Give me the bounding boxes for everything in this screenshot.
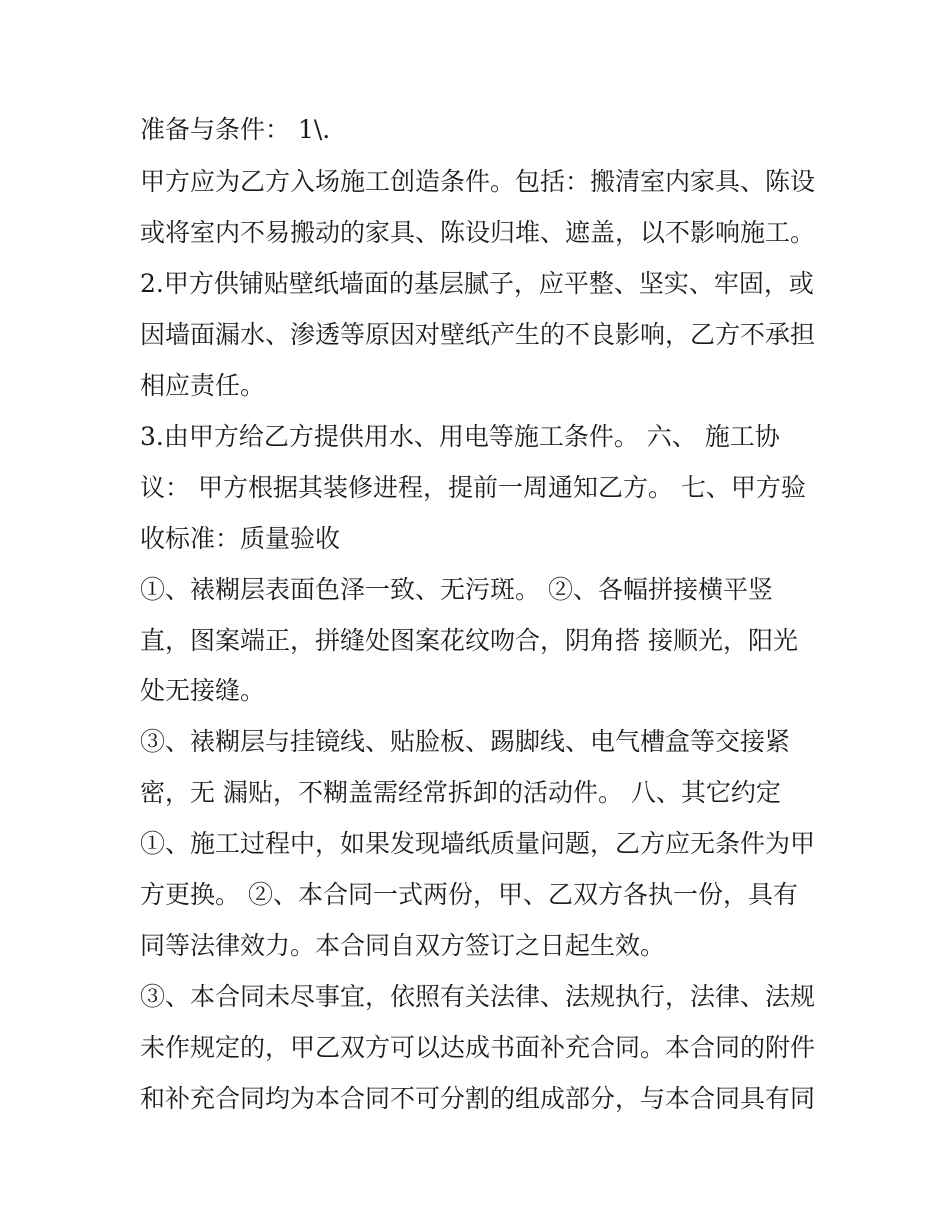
text-line: 议： 甲方根据其装修进程，提前一周通知乙方。 七、甲方验 (140, 473, 806, 502)
text-line: 甲方应为乙方入场施工创造条件。包括：搬清室内家具、陈设 (140, 167, 816, 196)
text-line: 未作规定的，甲乙双方可以达成书面补充合同。本合同的附件 (140, 1033, 816, 1062)
text-line: 准备与条件： 1\. (140, 115, 331, 144)
text-line: 2.甲方供铺贴壁纸墙面的基层腻子，应平整、坚实、牢固，或 (140, 269, 814, 298)
text-line: 处无接缝。 (140, 676, 266, 705)
text-line: 和补充合同均为本合同不可分割的组成部分，与本合同具有同 (140, 1084, 816, 1113)
text-line: ①、施工过程中，如果发现墙纸质量问题，乙方应无条件为甲 (140, 829, 816, 858)
text-line: 3.由甲方给乙方提供用水、用电等施工条件。 六、 施工协 (140, 422, 780, 451)
text-line: 相应责任。 (140, 371, 266, 400)
text-line: 收标准：质量验收 (140, 524, 341, 553)
text-line: ③、裱糊层与挂镜线、贴脸板、踢脚线、电气槽盒等交接紧 (140, 727, 791, 756)
text-line: ①、裱糊层表面色泽一致、无污斑。 ②、各幅拼接横平竖 (140, 575, 773, 604)
text-line: 因墙面漏水、渗透等原因对壁纸产生的不良影响，乙方不承担 (140, 320, 816, 349)
text-line: 或将室内不易搬动的家具、陈设归堆、遮盖，以不影响施工。 (140, 218, 816, 247)
text-line: 密，无 漏贴，不糊盖需经常拆卸的活动件。 八、其它约定 (140, 778, 781, 807)
text-line: 方更换。 ②、本合同一式两份，甲、乙双方各执一份，具有 (140, 880, 798, 909)
text-line: 同等法律效力。本合同自双方签订之日起生效。 (140, 931, 666, 960)
text-line: ③、本合同未尽事宜，依照有关法律、法规执行，法律、法规 (140, 982, 816, 1011)
text-line: 直，图案端正，拼缝处图案花纹吻合，阴角搭 接顺光，阳光 (140, 626, 798, 655)
